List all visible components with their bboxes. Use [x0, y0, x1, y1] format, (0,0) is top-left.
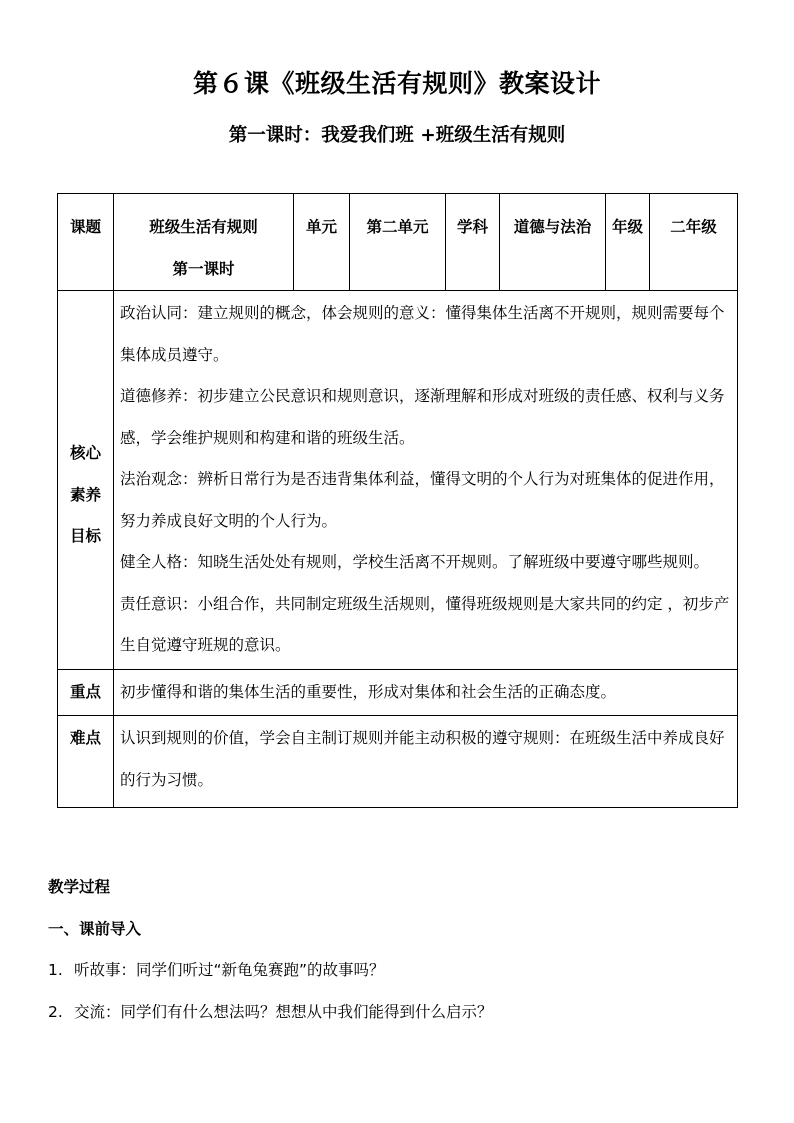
list-item-number: 2. — [48, 1003, 63, 1021]
core-label-cell — [58, 291, 114, 670]
core-political: 政治认同：建立规则的概念，体会规则的意义：懂得集体生活离不开规则，规则需要每个集体成员遵守。 — [120, 304, 725, 364]
grade-value: 二年级 — [670, 218, 717, 236]
subject-label: 学科 — [456, 218, 488, 236]
difficult-point-row — [58, 716, 738, 808]
topic-value-line2: 第一课时 — [172, 260, 235, 278]
key-point-label: 重点 — [69, 682, 101, 701]
topic-value-line1: 班级生活有规则 — [149, 218, 258, 236]
list-item-number: 1. — [48, 961, 63, 979]
core-label-line2: 素养 — [69, 485, 101, 504]
unit-value: 第二单元 — [366, 218, 429, 236]
list-item-text: 听故事：同学们听过“新龟兔赛跑”的故事吗？ — [74, 961, 385, 979]
core-personality: 健全人格：知晓生活处处有规则，学校生活离不开规则。了解班级中要遵守哪些规则。 — [120, 553, 710, 571]
list-item-text: 交流：同学们有什么想法吗？想想从中我们能得到什么启示？ — [74, 1003, 493, 1021]
section-intro-heading: 一、课前导入 — [48, 920, 142, 938]
difficult-point-label: 难点 — [69, 729, 101, 747]
subject-value: 道德与法治 — [513, 218, 592, 236]
list-item — [48, 958, 385, 980]
core-label-line3: 目标 — [69, 527, 101, 545]
header-row — [58, 194, 738, 291]
core-row — [58, 291, 738, 670]
process-heading: 教学过程 — [48, 878, 111, 896]
core-moral: 道德修养：初步建立公民意识和规则意识，逐渐理解和形成对班级的责任感、权利与义务感，学会维护规则和构建和谐的班级生活。 — [120, 387, 725, 447]
topic-label: 课题 — [69, 218, 101, 236]
lesson-plan-table — [57, 193, 738, 808]
core-content-cell — [114, 291, 738, 670]
document-title: 第６课《班级生活有规则》教案设计 — [192, 69, 601, 98]
core-law: 法治观念：辨析日常行为是否违背集体利益，懂得文明的个人行为对班集体的促进作用，努力养成良好文明的个人行为。 — [120, 470, 725, 530]
document-subtitle: 第一课时：我爱我们班 +班级生活有规则 — [228, 125, 566, 146]
key-point-row — [58, 669, 738, 716]
list-item — [48, 1000, 493, 1022]
key-point-text: 初步懂得和谐的集体生活的重要性，形成对集体和社会生活的正确态度。 — [120, 682, 617, 701]
unit-label: 单元 — [305, 218, 337, 236]
grade-label: 年级 — [611, 218, 643, 236]
core-label-line1: 核心 — [69, 444, 101, 462]
topic-value — [114, 194, 293, 290]
difficult-point-text: 认识到规则的价值，学会自主制订规则并能主动积极的遵守规则：在班级生活中养成良好的行为习惯。 — [120, 729, 725, 789]
core-responsibility: 责任意识：小组合作，共同制定班级生活规则，懂得班级规则是大家共同的约定 ，初步产生自觉遵守班规的意识。 — [120, 594, 730, 654]
